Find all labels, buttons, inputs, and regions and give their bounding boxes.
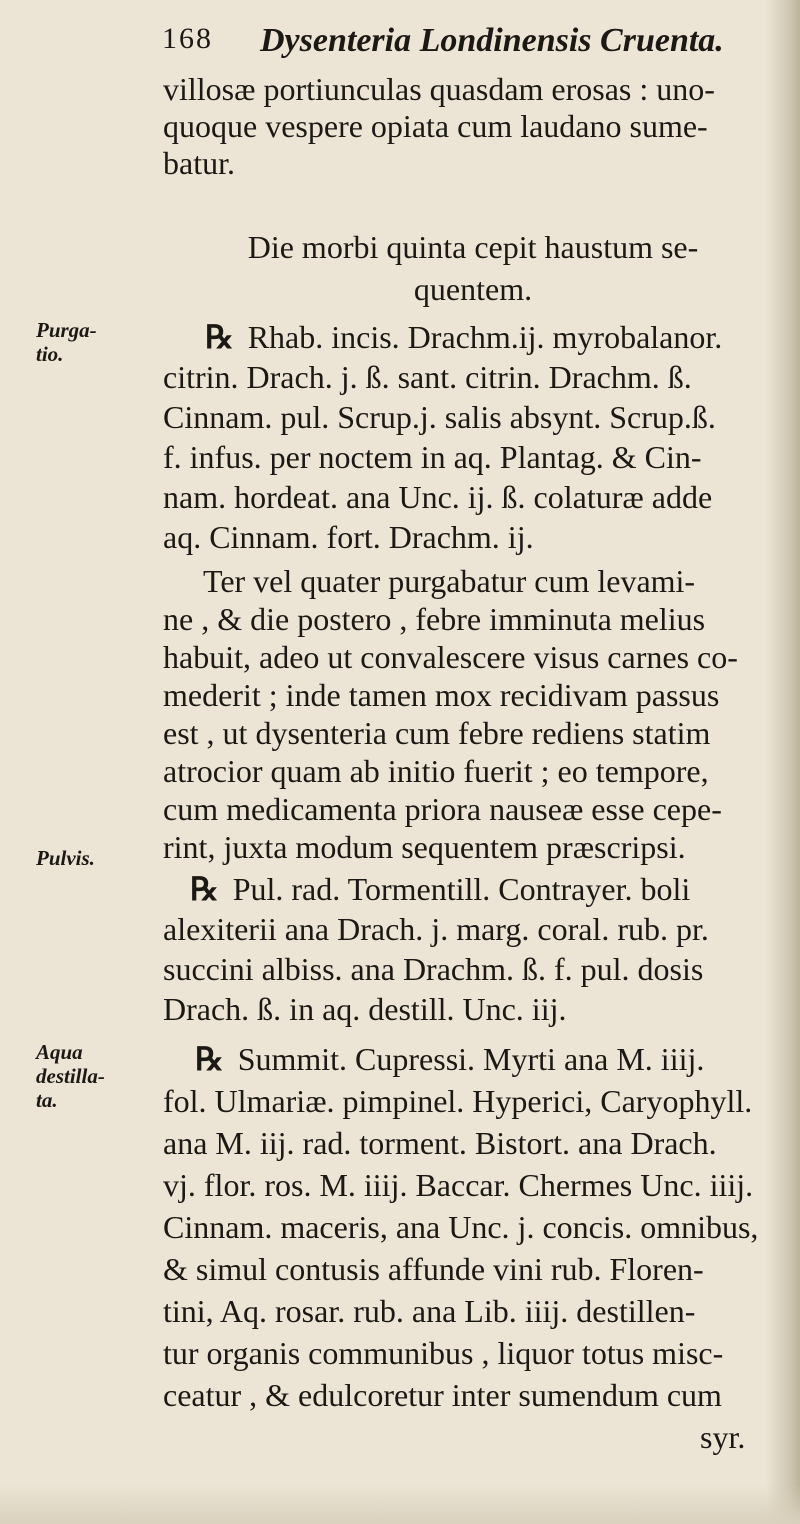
recipe-line-purgatio — [205, 318, 722, 356]
paragraph-start-line: Ter vel quater purgabatur cum levami- — [203, 563, 696, 599]
recipe-text: Pul. rad. Tormentill. Contrayer. boli — [232, 871, 691, 907]
text-line: ana M. iij. rad. torment. Bistort. ana Drach. — [163, 1125, 717, 1161]
text-line: vj. flor. ros. M. iiij. Baccar. Chermes Unc. iiij. — [163, 1167, 754, 1203]
recipe-symbol-icon: ℞ — [190, 871, 219, 907]
catchword: syr. — [700, 1419, 746, 1455]
page-number: 168 — [162, 22, 213, 55]
text-line: cum medicamenta priora nauseæ esse cepe- — [163, 791, 722, 827]
page-bottom-shadow — [0, 1484, 800, 1524]
text-line: & simul contusis affunde vini rub. Floren- — [163, 1251, 704, 1287]
text-line: quoque vespere opiata cum laudano sume- — [163, 108, 708, 144]
text-line: nam. hordeat. ana Unc. ij. ß. colaturæ adde — [163, 479, 713, 515]
recipe-line-aqua — [195, 1040, 704, 1078]
text-line: fol. Ulmariæ. pimpinel. Hyperici, Caryophyll. — [163, 1083, 753, 1119]
text-line: mederit ; inde tamen mox recidivam passus — [163, 677, 720, 713]
text-line: villosæ portiunculas quasdam erosas : uno- — [163, 71, 715, 107]
marginal-note-aqua-destillata: Aqua destilla- ta. — [36, 1040, 105, 1112]
text-line: Cinnam. maceris, ana Unc. j. concis. omnibus, — [163, 1209, 759, 1245]
text-line: batur. — [163, 145, 235, 181]
text-line: tur organis communibus , liquor totus misc- — [163, 1335, 724, 1371]
section-heading-line: Die morbi quinta cepit haustum se- — [247, 229, 699, 265]
text-line: Drach. ß. in aq. destill. Unc. iij. — [163, 991, 567, 1027]
text-line: Cinnam. pul. Scrup.j. salis absynt. Scrup.ß. — [163, 399, 716, 435]
text-line: citrin. Drach. j. ß. sant. citrin. Drachm. ß. — [163, 359, 692, 395]
text-line: aq. Cinnam. fort. Drachm. ij. — [163, 519, 534, 555]
text-line: f. infus. per noctem in aq. Plantag. & Cin- — [163, 439, 702, 475]
recipe-symbol-icon: ℞ — [205, 319, 234, 355]
text-line: succini albiss. ana Drachm. ß. f. pul. dosis — [163, 951, 704, 987]
page-header — [162, 16, 782, 66]
text-line: alexiterii ana Drach. j. marg. coral. rub. pr. — [163, 911, 709, 947]
text-line: tini, Aq. rosar. rub. ana Lib. iiij. destillen- — [163, 1293, 696, 1329]
recipe-symbol-icon: ℞ — [195, 1041, 224, 1077]
recipe-line-pulvis — [190, 870, 690, 908]
running-title: Dysenteria Londinensis Cruenta. — [260, 22, 724, 59]
recipe-text: Summit. Cupressi. Myrti ana M. iiij. — [237, 1041, 705, 1077]
marginal-note-pulvis: Pulvis. — [36, 846, 95, 870]
marginal-note-purgatio: Purga- tio. — [36, 318, 97, 366]
text-line: atrocior quam ab initio fuerit ; eo tempore, — [163, 753, 709, 789]
text-line: ne , & die postero , febre imminuta melius — [163, 601, 706, 637]
recipe-text: Rhab. incis. Drachm.ij. myrobalanor. — [247, 319, 723, 355]
text-line: rint, juxta modum sequentem præscripsi. — [163, 829, 686, 865]
section-heading-line: quentem. — [413, 271, 533, 307]
text-line: ceatur , & edulcoretur inter sumendum cum — [163, 1377, 722, 1413]
text-line: est , ut dysenteria cum febre rediens statim — [163, 715, 711, 751]
text-line: habuit, adeo ut convalescere visus carnes co- — [163, 639, 738, 675]
